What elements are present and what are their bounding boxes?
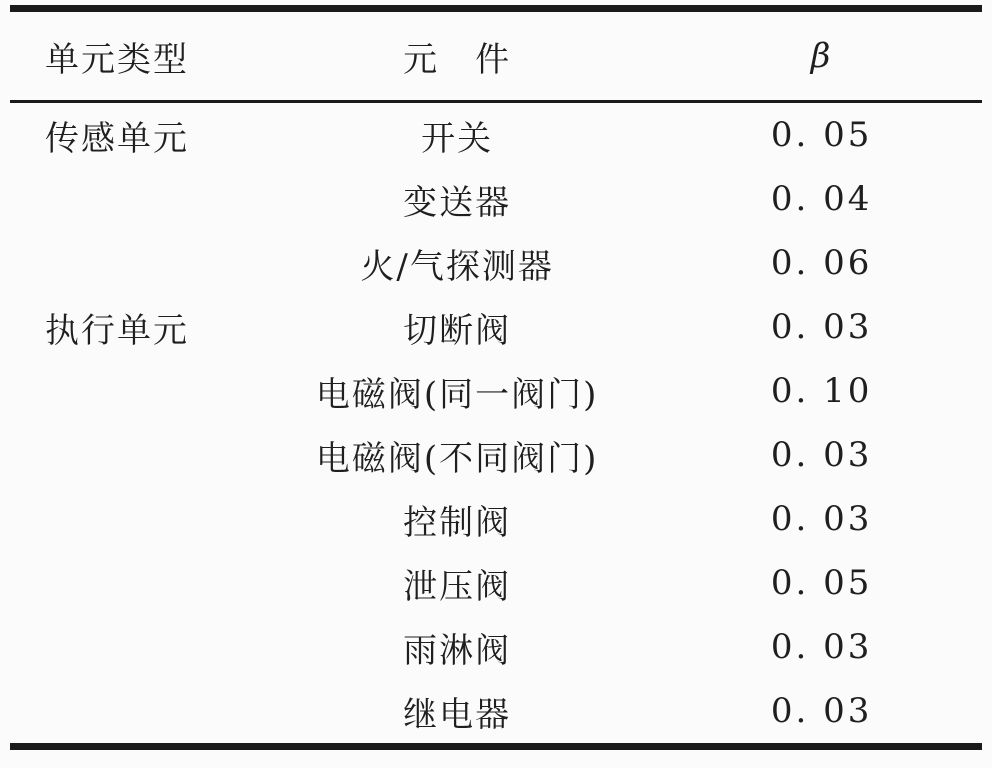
table-row bbox=[10, 679, 982, 743]
table-row bbox=[10, 551, 982, 615]
beta-value-cell: 0. 05 bbox=[770, 115, 873, 155]
beta-value-cell: 0. 06 bbox=[770, 243, 873, 283]
table-row bbox=[10, 295, 982, 359]
beta-value-cell: 0. 10 bbox=[770, 371, 873, 411]
component-cell: 火/气探测器 bbox=[360, 246, 554, 287]
component-cell: 泄压阀 bbox=[403, 566, 512, 607]
table-body bbox=[10, 103, 982, 743]
table-top-rule bbox=[10, 5, 982, 12]
beta-value-cell: 0. 04 bbox=[770, 179, 873, 219]
component-cell: 变送器 bbox=[403, 182, 512, 223]
table-bottom-rule bbox=[10, 743, 982, 750]
beta-factor-table bbox=[10, 5, 982, 750]
col-header-beta: β bbox=[810, 36, 833, 76]
component-cell: 继电器 bbox=[403, 694, 512, 735]
table-row bbox=[10, 487, 982, 551]
table-header-row bbox=[10, 12, 982, 100]
table-row bbox=[10, 103, 982, 167]
col-header-component: 元 件 bbox=[403, 39, 512, 80]
table-row bbox=[10, 231, 982, 295]
table-row bbox=[10, 359, 982, 423]
beta-value-cell: 0. 05 bbox=[770, 563, 873, 603]
beta-value-cell: 0. 03 bbox=[770, 435, 873, 475]
component-cell: 雨淋阀 bbox=[403, 630, 512, 671]
beta-value-cell: 0. 03 bbox=[770, 307, 873, 347]
table-row bbox=[10, 423, 982, 487]
col-header-unit-type: 单元类型 bbox=[45, 39, 189, 80]
unit-type-cell: 传感单元 bbox=[45, 118, 189, 159]
component-cell: 控制阀 bbox=[403, 502, 512, 543]
component-cell: 电磁阀(不同阀门) bbox=[315, 438, 599, 479]
table-row bbox=[10, 615, 982, 679]
component-cell: 切断阀 bbox=[403, 310, 512, 351]
beta-value-cell: 0. 03 bbox=[770, 499, 873, 539]
beta-value-cell: 0. 03 bbox=[770, 691, 873, 731]
component-cell: 电磁阀(同一阀门) bbox=[315, 374, 599, 415]
unit-type-cell: 执行单元 bbox=[45, 310, 189, 351]
table-row bbox=[10, 167, 982, 231]
component-cell: 开关 bbox=[421, 118, 494, 159]
beta-value-cell: 0. 03 bbox=[770, 627, 873, 667]
